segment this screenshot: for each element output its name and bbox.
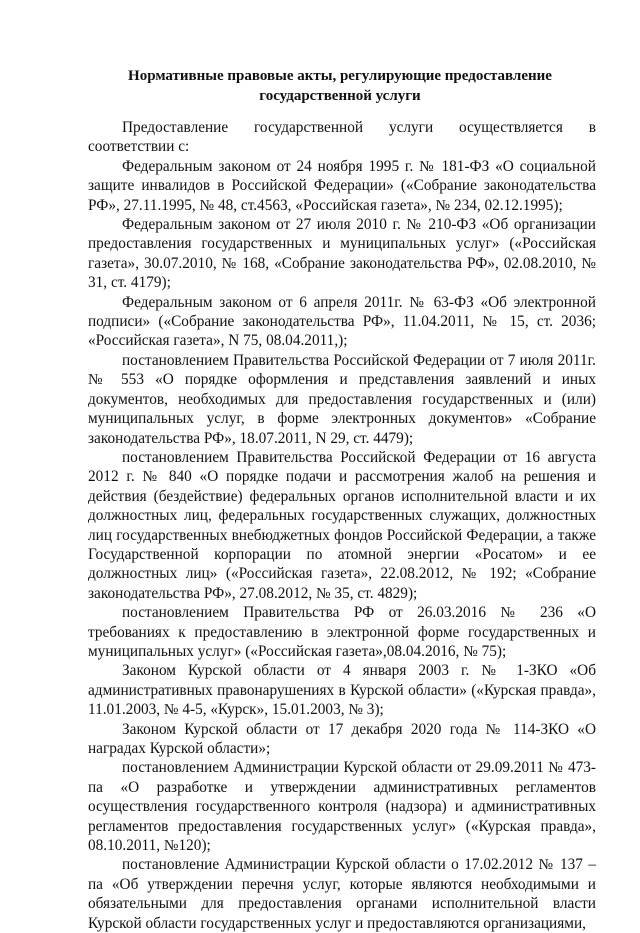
paragraph-law-114-zko: Законом Курской области от 17 декабря 2020 года № 114-ЗКО «О наградах Курской области»; <box>88 720 596 757</box>
document-title <box>60 66 620 106</box>
paragraph-law-181-fz: Федеральным законом от 24 ноября 1995 г. № 181-ФЗ «О социальной защите инвалидов в Российской Федерации» («Собрание законодательства РФ», 27.11.1995, № 48, ст.4563, «Российская газета», № 234, 02.12.1995); <box>88 157 596 214</box>
paragraph-intro: Предоставление государственной услуги осуществляется в соответствии с: <box>88 119 596 156</box>
paragraph-resolution-473-pa: постановлением Администрации Курской области от 29.09.2011 № 473-па «О разработке и утверждении административных регламентов осуществления государственного контроля (надзора) и административных регламентов предоставления государственных услуг» («Курская правда», 08.10.2011, №120); <box>88 759 596 855</box>
paragraph-resolution-840: постановлением Правительства Российской Федерации от 16 августа 2012 г. № 840 «О порядке подачи и рассмотрения жалоб на решения и действия (бездействие) федеральных органов исполнительной власти и их должностных лиц, федеральных государственных служащих, должностных лиц государственных внебюджетных фондов Российской Федерации, а также Государственной корпорации по атомной энергии «Росатом» и ее должностных лиц» («Российская газета», 22.08.2012, № 192; «Собрание законодательства РФ», 27.08.2012, № 35, ст. 4829); <box>88 448 596 602</box>
title-line-1: Нормативные правовые акты, регулирующие предоставление <box>128 68 552 84</box>
title-line-2: государственной услуги <box>259 88 421 104</box>
document-body <box>88 118 596 933</box>
paragraph-resolution-137-pa: постановление Администрации Курской области о 17.02.2012 № 137 – па «Об утверждении перечня услуг, которые являются необходимыми и обязательными для предоставления органами исполнительной власти Курской области государственных услуг и предоставляются организациями, <box>88 856 596 932</box>
paragraph-resolution-553: постановлением Правительства Российской Федерации от 7 июля 2011г. № 553 «О порядке оформления и представления заявлений и иных документов, необходимых для предоставления государственных и (или) муниципальных услуг, в форме электронных документов» «Собрание законодательства РФ», 18.07.2011, N 29, ст. 4479); <box>88 351 596 447</box>
paragraph-law-1-zko: Законом Курской области от 4 января 2003 г. № 1-ЗКО «Об административных правонарушениях в Курской области» («Курская правда», 11.01.2003, № 4-5, «Курск», 15.01.2003, № 3); <box>88 662 596 719</box>
paragraph-law-63-fz: Федеральным законом от 6 апреля 2011г. № 63-ФЗ «Об электронной подписи» («Собрание законодательства РФ», 11.04.2011, № 15, ст. 2036; «Российская газета», N 75, 08.04.2011,); <box>88 293 596 350</box>
paragraph-resolution-236: постановлением Правительства РФ от 26.03.2016 № 236 «О требованиях к предоставлению в электронной форме государственных и муниципальных услуг» («Российская газета»,08.04.2016, № 75); <box>88 604 596 660</box>
paragraph-law-210-fz: Федеральным законом от 27 июля 2010 г. № 210-ФЗ «Об организации предоставления государственных и муниципальных услуг» («Российская газета», 30.07.2010, № 168, «Собрание законодательства РФ», 02.08.2010, № 31, ст. 4179); <box>88 216 596 292</box>
